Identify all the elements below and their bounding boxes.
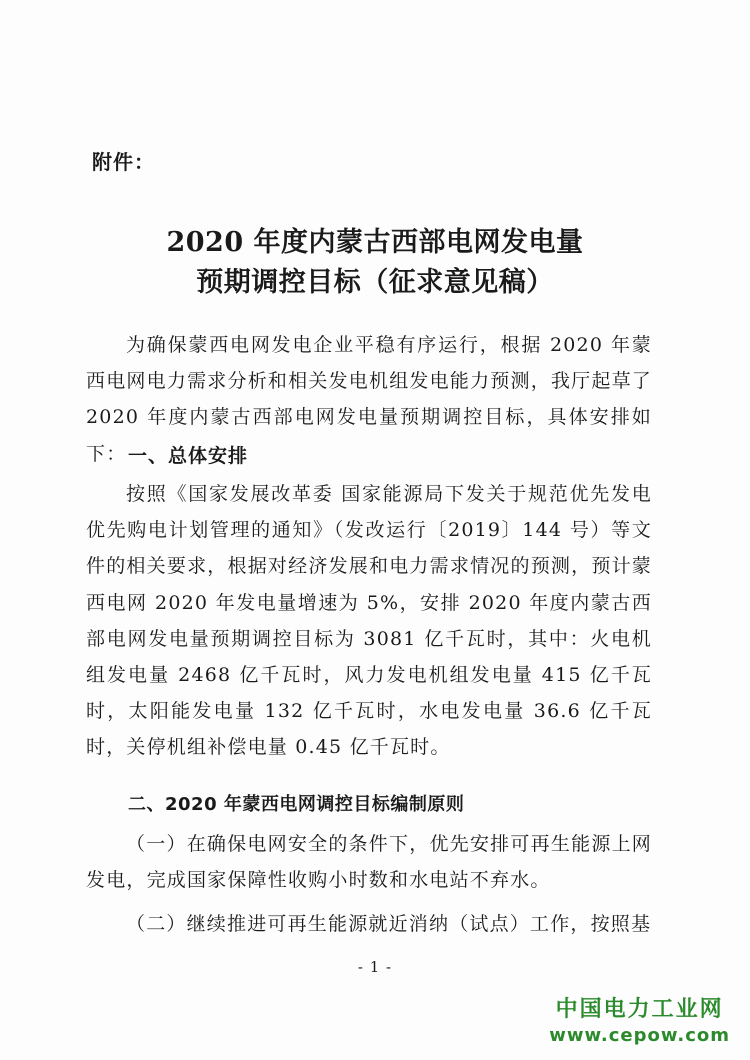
watermark-logo: [549, 992, 730, 1046]
watermark-url: www.cepow.com: [549, 1025, 730, 1046]
page-number: - 1 -: [357, 958, 393, 976]
watermark-name: 中国电力工业网: [555, 997, 724, 1022]
attachment-label: 附件：: [92, 150, 155, 174]
overall-arrangement-paragraph: 按照《国家发展改革委 国家能源局下发关于规范优先发电优先购电计划管理的通知》（发改运行〔2019〕144 号）等文件的相关要求，根据对经济发展和电力需求情况的预测，预计蒙西电网 2020 年发电量增速为 5%，安排 2020 年度内蒙古西部电网发电量预期调控目标为 3081 亿千瓦时，其中：火电机组发电量 2468 亿千瓦时，风力发电机组发电量 415 亿千瓦时，太阳能发电量 132 亿千瓦时，水电发电量 36.6 亿千瓦时，关停机组补偿电量 0.45 亿千瓦时。: [86, 483, 652, 759]
intro-paragraph: 为确保蒙西电网发电企业平稳有序运行，根据 2020 年蒙西电网电力需求分析和相关发电机组发电能力预测，我厅起草了 2020 年度内蒙古西部电网发电量预期调控目标，具体安排如下：: [86, 334, 652, 465]
document-title-line1: 2020 年度内蒙古西部电网发电量: [166, 227, 584, 258]
principle-1-paragraph: （一）在确保电网安全的条件下，优先安排可再生能源上网发电，完成国家保障性收购小时数和水电站不弃水。: [86, 833, 652, 892]
document-title-line2: 预期调控目标（征求意见稿）: [196, 267, 554, 298]
section1-heading: 一、总体安排: [128, 445, 249, 467]
principle-2-paragraph: （二）继续推进可再生能源就近消纳（试点）工作，按照基: [126, 913, 652, 935]
section2-heading: 二、2020 年蒙西电网调控目标编制原则: [128, 794, 465, 815]
